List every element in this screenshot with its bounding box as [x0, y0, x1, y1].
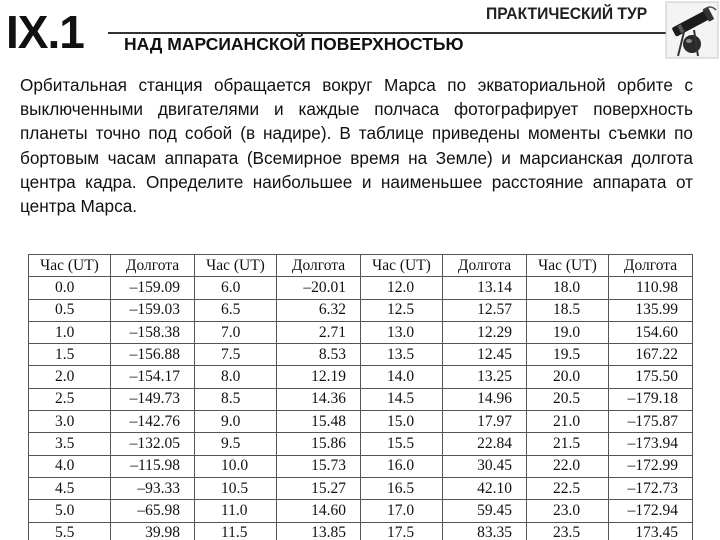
table-row	[29, 277, 693, 299]
longitude-cell: 17.97	[443, 411, 527, 433]
data-table	[28, 254, 693, 540]
hour-cell: 19.5	[527, 344, 609, 366]
longitude-cell: 83.35	[443, 522, 527, 540]
hour-cell: 19.0	[527, 321, 609, 343]
longitude-cell: –156.88	[111, 344, 195, 366]
longitude-cell: 39.98	[111, 522, 195, 540]
hour-cell: 15.0	[361, 411, 443, 433]
hour-cell: 23.5	[527, 522, 609, 540]
hour-cell: 21.0	[527, 411, 609, 433]
hour-cell: 1.5	[29, 344, 111, 366]
hour-cell: 17.5	[361, 522, 443, 540]
table-body	[29, 277, 693, 540]
table-row	[29, 299, 693, 321]
table-row	[29, 366, 693, 388]
longitude-cell: –172.99	[609, 455, 693, 477]
longitude-cell: 2.71	[277, 321, 361, 343]
longitude-cell: 13.85	[277, 522, 361, 540]
longitude-cell: –179.18	[609, 388, 693, 410]
longitude-cell: 12.29	[443, 321, 527, 343]
longitude-cell: 42.10	[443, 477, 527, 499]
hour-cell: 2.0	[29, 366, 111, 388]
hour-cell: 13.5	[361, 344, 443, 366]
table-header-row	[29, 255, 693, 277]
hour-cell: 21.5	[527, 433, 609, 455]
longitude-cell: 12.45	[443, 344, 527, 366]
hour-cell: 3.5	[29, 433, 111, 455]
hour-cell: 6.5	[195, 299, 277, 321]
longitude-cell: 12.57	[443, 299, 527, 321]
longitude-cell: 14.60	[277, 500, 361, 522]
longitude-cell: 30.45	[443, 455, 527, 477]
table-row	[29, 522, 693, 540]
hour-cell: 22.5	[527, 477, 609, 499]
longitude-cell: 6.32	[277, 299, 361, 321]
hour-cell: 20.0	[527, 366, 609, 388]
section-number: IX.1	[6, 6, 84, 58]
column-header-longitude: Долгота	[111, 255, 195, 277]
column-header-longitude: Долгота	[609, 255, 693, 277]
longitude-cell: 173.45	[609, 522, 693, 540]
longitude-cell: 15.86	[277, 433, 361, 455]
problem-statement: Орбитальная станция обращается вокруг Марса по экваториальной орбите с выключенными двигателями и каждые полчаса фотографирует поверхность планеты точно под собой (в надире). В таблице приведены моменты съемки по бортовым часам аппарата (Всемирное время на Земле) и марсианская долгота центра кадра. Определите наибольшее и наименьшее расстояние аппарата от центра Марса.	[20, 75, 693, 217]
longitude-cell: –65.98	[111, 500, 195, 522]
hour-cell: 12.5	[361, 299, 443, 321]
longitude-cell: 22.84	[443, 433, 527, 455]
column-header-longitude: Долгота	[443, 255, 527, 277]
longitude-cell: 13.25	[443, 366, 527, 388]
hour-cell: 23.0	[527, 500, 609, 522]
longitude-cell: 175.50	[609, 366, 693, 388]
table-row	[29, 455, 693, 477]
longitude-cell: 8.53	[277, 344, 361, 366]
longitude-cell: –173.94	[609, 433, 693, 455]
hour-cell: 11.5	[195, 522, 277, 540]
page-header	[0, 0, 720, 64]
column-header-hour: Час (UT)	[29, 255, 111, 277]
hour-cell: 9.0	[195, 411, 277, 433]
longitude-cell: –172.94	[609, 500, 693, 522]
longitude-cell: –159.03	[111, 299, 195, 321]
hour-cell: 14.5	[361, 388, 443, 410]
longitude-cell: –154.17	[111, 366, 195, 388]
longitude-cell: 110.98	[609, 277, 693, 299]
hour-cell: 18.5	[527, 299, 609, 321]
longitude-cell: –20.01	[277, 277, 361, 299]
longitude-cell: –149.73	[111, 388, 195, 410]
longitude-cell: 15.48	[277, 411, 361, 433]
hour-cell: 10.5	[195, 477, 277, 499]
hour-cell: 1.0	[29, 321, 111, 343]
hour-cell: 12.0	[361, 277, 443, 299]
hour-cell: 0.0	[29, 277, 111, 299]
hour-cell: 20.5	[527, 388, 609, 410]
hour-cell: 0.5	[29, 299, 111, 321]
longitude-cell: –132.05	[111, 433, 195, 455]
hour-cell: 13.0	[361, 321, 443, 343]
hour-cell: 5.0	[29, 500, 111, 522]
table-row	[29, 321, 693, 343]
tour-label: ПРАКТИЧЕСКИЙ ТУР	[486, 4, 648, 23]
table-row	[29, 411, 693, 433]
hour-cell: 8.0	[195, 366, 277, 388]
hour-cell: 14.0	[361, 366, 443, 388]
longitude-cell: –172.73	[609, 477, 693, 499]
hour-cell: 15.5	[361, 433, 443, 455]
longitude-cell: 15.73	[277, 455, 361, 477]
longitude-cell: 15.27	[277, 477, 361, 499]
hour-cell: 16.0	[361, 455, 443, 477]
hour-cell: 22.0	[527, 455, 609, 477]
table-row	[29, 500, 693, 522]
hour-cell: 11.0	[195, 500, 277, 522]
column-header-hour: Час (UT)	[361, 255, 443, 277]
longitude-cell: 135.99	[609, 299, 693, 321]
longitude-cell: 167.22	[609, 344, 693, 366]
hour-cell: 8.5	[195, 388, 277, 410]
hour-cell: 2.5	[29, 388, 111, 410]
telescope-icon	[664, 0, 720, 60]
hour-cell: 10.0	[195, 455, 277, 477]
table-row	[29, 477, 693, 499]
column-header-hour: Час (UT)	[195, 255, 277, 277]
longitude-cell: 14.36	[277, 388, 361, 410]
hour-cell: 3.0	[29, 411, 111, 433]
longitude-cell: –175.87	[609, 411, 693, 433]
table-row	[29, 388, 693, 410]
table-row	[29, 344, 693, 366]
hour-cell: 7.0	[195, 321, 277, 343]
longitude-cell: –158.38	[111, 321, 195, 343]
longitude-cell: –159.09	[111, 277, 195, 299]
longitude-cell: 154.60	[609, 321, 693, 343]
longitude-cell: –115.98	[111, 455, 195, 477]
page-title: НАД МАРСИАНСКОЙ ПОВЕРХНОСТЬЮ	[124, 34, 464, 54]
column-header-longitude: Долгота	[277, 255, 361, 277]
longitude-cell: 14.96	[443, 388, 527, 410]
hour-cell: 9.5	[195, 433, 277, 455]
column-header-hour: Час (UT)	[527, 255, 609, 277]
hour-cell: 18.0	[527, 277, 609, 299]
hour-cell: 17.0	[361, 500, 443, 522]
longitude-cell: 13.14	[443, 277, 527, 299]
table-row	[29, 433, 693, 455]
hour-cell: 4.0	[29, 455, 111, 477]
hour-cell: 4.5	[29, 477, 111, 499]
longitude-cell: 59.45	[443, 500, 527, 522]
longitude-cell: –93.33	[111, 477, 195, 499]
hour-cell: 6.0	[195, 277, 277, 299]
hour-cell: 5.5	[29, 522, 111, 540]
hour-cell: 7.5	[195, 344, 277, 366]
longitude-cell: 12.19	[277, 366, 361, 388]
hour-cell: 16.5	[361, 477, 443, 499]
longitude-cell: –142.76	[111, 411, 195, 433]
